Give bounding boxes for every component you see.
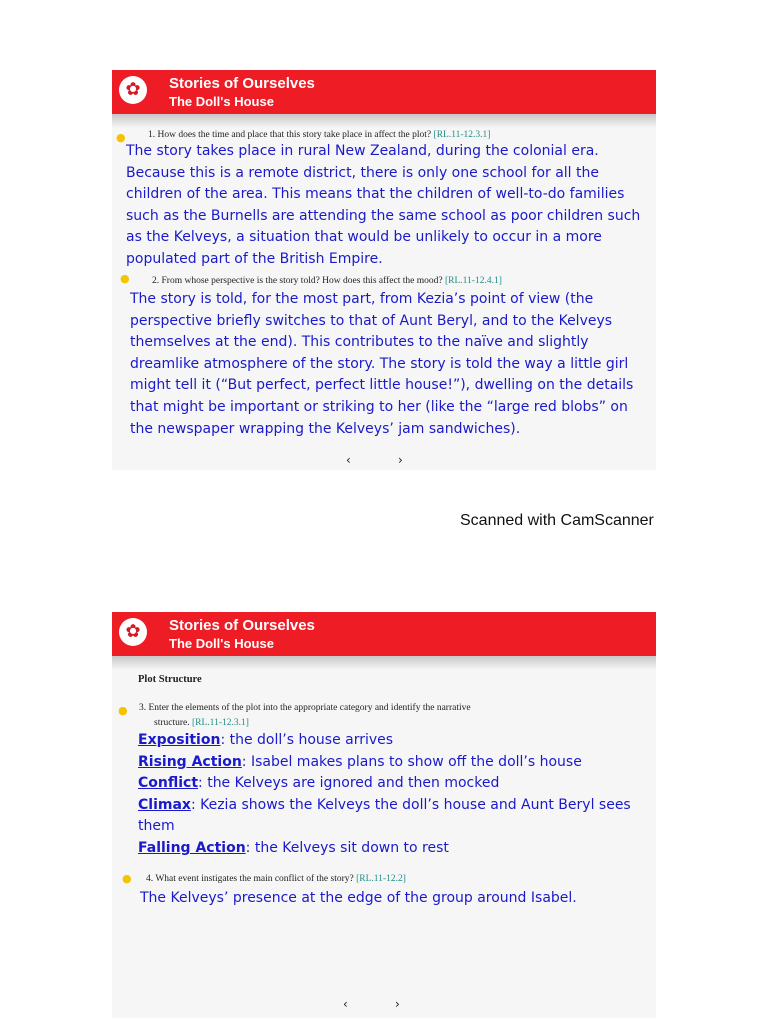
banner-shadow xyxy=(112,656,656,670)
plot-element-text: : the Kelveys are ignored and then mocked xyxy=(198,775,500,792)
slide-page-2 xyxy=(112,612,656,1018)
question-4-standard: [RL.11-12.2] xyxy=(356,874,406,884)
plot-element-term: Climax xyxy=(138,796,191,813)
answer-1: The story takes place in rural New Zealand, during the colonial era. Because this is a remote district, there is only one school for all the children of the area. This means that the children of well-to-do families such as the Burnells are attending the same school as poor children such as the Kelveys, a situation that would be unlikely to occur in a more populated part of the British Empire. xyxy=(126,143,641,267)
question-1 xyxy=(148,130,490,140)
question-1-text: 1. How does the time and place that this story take place in affect the plot? xyxy=(148,130,432,140)
question-4 xyxy=(146,874,406,884)
series-title: Stories of Ourselves xyxy=(169,75,315,92)
slide-page-1 xyxy=(112,70,656,470)
plot-element-text: : the Kelveys sit down to rest xyxy=(245,839,449,856)
story-title: The Doll's House xyxy=(169,636,274,651)
answer-2: The story is told, for the most part, from Kezia’s point of view (the perspective briefly switches to that of Aunt Beryl, and to the Kelveys themselves at the end). This contributes to the naïve and slightly dreamlike atmosphere of the story. The story is told the way a little girl might tell it (“But perfect, perfect little house!”), dwelling on the details that might be important or striking to her (like the “large red blobs” on the newspaper wrapping the Kelveys’ jam sandwiches). xyxy=(130,291,634,437)
banner-shadow xyxy=(112,114,656,128)
plot-element-term: Falling Action xyxy=(138,839,246,856)
plot-element xyxy=(138,773,653,795)
question-2-standard: [RL.11-12.4.1] xyxy=(444,276,502,286)
header-banner xyxy=(112,70,656,114)
question-3-line-2 xyxy=(154,718,249,728)
plot-element xyxy=(138,730,653,752)
plot-elements-list xyxy=(138,730,653,860)
plot-element-text: : Isabel makes plans to show off the doll’s house xyxy=(241,753,582,770)
answer-4: The Kelveys’ presence at the edge of the group around Isabel. xyxy=(140,890,577,906)
lightbulb-icon: ● xyxy=(120,272,130,285)
lightbulb-icon: ● xyxy=(118,704,128,717)
plot-element-text: : the doll’s house arrives xyxy=(220,732,394,748)
question-2 xyxy=(152,276,502,286)
question-1-standard: [RL.11-12.3.1] xyxy=(433,130,491,140)
series-title: Stories of Ourselves xyxy=(169,617,315,634)
question-4-text: 4. What event instigates the main conflict of the story? xyxy=(146,874,354,884)
next-page-button[interactable]: › xyxy=(398,453,403,467)
plot-element-term: Conflict xyxy=(138,775,199,792)
question-3-line-1: 3. Enter the elements of the plot into the appropriate category and identify the narrative xyxy=(139,703,471,713)
plot-element-term: Exposition xyxy=(138,732,221,748)
plot-element-text: : Kezia shows the Kelveys the doll’s house and Aunt Beryl sees them xyxy=(138,796,631,835)
lightbulb-icon: ● xyxy=(122,872,132,885)
plot-element-term: Rising Action xyxy=(138,753,242,770)
next-page-button[interactable]: › xyxy=(395,997,400,1011)
tree-logo-icon: ✿ xyxy=(119,618,147,646)
plot-element xyxy=(138,795,653,838)
tree-logo-icon: ✿ xyxy=(119,76,147,104)
question-3-text: structure. xyxy=(154,718,190,728)
prev-page-button[interactable]: ‹ xyxy=(346,453,351,467)
section-title: Plot Structure xyxy=(138,674,202,685)
header-banner xyxy=(112,612,656,656)
plot-element xyxy=(138,838,653,860)
question-2-text: 2. From whose perspective is the story told? How does this affect the mood? xyxy=(152,276,443,286)
lightbulb-icon: ● xyxy=(116,131,126,144)
question-3-standard: [RL.11-12.3.1] xyxy=(192,718,249,728)
prev-page-button[interactable]: ‹ xyxy=(343,997,348,1011)
plot-element xyxy=(138,752,653,774)
scanner-watermark: Scanned with CamScanner xyxy=(460,512,654,529)
story-title: The Doll's House xyxy=(169,94,274,109)
